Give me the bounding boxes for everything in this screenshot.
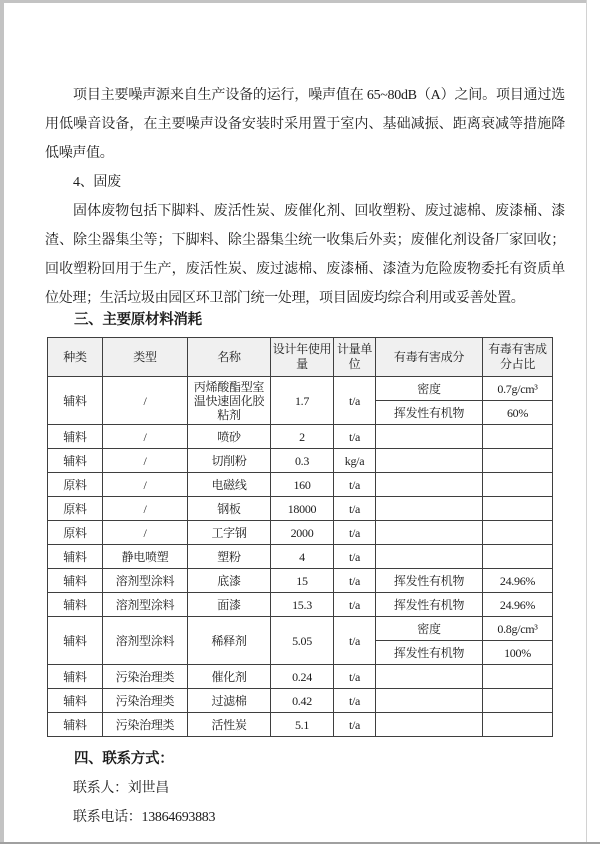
table-cell: 15 bbox=[271, 569, 334, 593]
table-cell: 面漆 bbox=[188, 593, 271, 617]
table-cell: 24.96% bbox=[483, 593, 553, 617]
table-row bbox=[48, 665, 553, 689]
materials-table-head bbox=[48, 338, 553, 377]
noise-paragraph: 项目主要噪声源来自生产设备的运行，噪声值在 65~80dB（A）之间。项目通过选用低噪音设备，在主要噪声设备安装时采用置于室内、基础减振、距离衰减等措施降低噪声值。 bbox=[45, 88, 565, 161]
table-cell: / bbox=[103, 425, 188, 449]
table-row bbox=[48, 521, 553, 545]
table-cell: t/a bbox=[334, 473, 376, 497]
table-row bbox=[48, 593, 553, 617]
table-cell: 辅料 bbox=[48, 593, 103, 617]
page-edge-left bbox=[0, 0, 4, 843]
table-cell: t/a bbox=[334, 521, 376, 545]
table-cell: 挥发性有机物 bbox=[376, 401, 483, 425]
table-cell bbox=[376, 713, 483, 737]
table-cell: 原料 bbox=[48, 497, 103, 521]
column-header: 类型 bbox=[103, 338, 188, 377]
materials-table bbox=[47, 337, 553, 737]
materials-table-body bbox=[48, 377, 553, 737]
table-row bbox=[48, 689, 553, 713]
table-cell bbox=[376, 473, 483, 497]
header-row bbox=[48, 338, 553, 377]
contact-person: 联系人：刘世昌 bbox=[73, 781, 169, 796]
table-cell bbox=[483, 665, 553, 689]
table-cell: t/a bbox=[334, 665, 376, 689]
table-cell: 过滤棉 bbox=[188, 689, 271, 713]
table-cell: 100% bbox=[483, 641, 553, 665]
table-cell: t/a bbox=[334, 377, 376, 425]
table-cell: 原料 bbox=[48, 473, 103, 497]
table-cell: 1.7 bbox=[271, 377, 334, 425]
document-page bbox=[45, 0, 565, 832]
table-row bbox=[48, 569, 553, 593]
table-cell: 丙烯酸酯型室温快速固化胶粘剂 bbox=[188, 377, 271, 425]
table-cell: / bbox=[103, 497, 188, 521]
table-cell bbox=[483, 425, 553, 449]
table-row bbox=[48, 617, 553, 641]
table-cell bbox=[483, 521, 553, 545]
page-edge-right bbox=[586, 0, 587, 842]
table-cell: 辅料 bbox=[48, 617, 103, 665]
table-row bbox=[48, 713, 553, 737]
table-cell: 辅料 bbox=[48, 689, 103, 713]
solid-waste-paragraph: 固体废物包括下脚料、废活性炭、废催化剂、回收塑粉、废过滤棉、废漆桶、漆渣、除尘器集尘等；下脚料、除尘器集尘统一收集后外卖；废催化剂设备厂家回收；回收塑粉回用于生产，废活性炭、废过滤棉、废漆桶、漆渣为危险废物委托有资质单位处理；生活垃圾由园区环卫部门统一处理，项目固废均综合利用或妥善处置。 bbox=[45, 204, 565, 306]
table-cell: 活性炭 bbox=[188, 713, 271, 737]
table-cell: 原料 bbox=[48, 521, 103, 545]
table-cell: t/a bbox=[334, 425, 376, 449]
table-cell: 挥发性有机物 bbox=[376, 641, 483, 665]
table-cell: t/a bbox=[334, 713, 376, 737]
table-cell: 5.1 bbox=[271, 713, 334, 737]
table-cell: 底漆 bbox=[188, 569, 271, 593]
materials-section-heading: 三、主要原材料消耗 bbox=[74, 312, 202, 328]
table-cell: t/a bbox=[334, 545, 376, 569]
table-cell bbox=[376, 689, 483, 713]
table-cell: / bbox=[103, 521, 188, 545]
table-cell: 160 bbox=[271, 473, 334, 497]
table-cell: 密度 bbox=[376, 617, 483, 641]
table-cell bbox=[483, 473, 553, 497]
table-cell: 辅料 bbox=[48, 665, 103, 689]
table-cell: 2000 bbox=[271, 521, 334, 545]
page-edge-bottom bbox=[0, 842, 600, 844]
table-cell: 污染治理类 bbox=[103, 689, 188, 713]
table-cell bbox=[483, 689, 553, 713]
table-cell: 0.7g/cm³ bbox=[483, 377, 553, 401]
table-cell: 24.96% bbox=[483, 569, 553, 593]
table-cell: 工字钢 bbox=[188, 521, 271, 545]
contact-phone: 联系电话：13864693883 bbox=[73, 810, 216, 825]
table-cell: 催化剂 bbox=[188, 665, 271, 689]
table-cell: 挥发性有机物 bbox=[376, 593, 483, 617]
table-cell: t/a bbox=[334, 593, 376, 617]
table-cell: 5.05 bbox=[271, 617, 334, 665]
table-cell: 0.8g/cm³ bbox=[483, 617, 553, 641]
column-header: 名称 bbox=[188, 338, 271, 377]
table-cell: 溶剂型涂料 bbox=[103, 569, 188, 593]
table-cell: / bbox=[103, 377, 188, 425]
solid-waste-heading: 4、固废 bbox=[73, 175, 121, 190]
table-cell bbox=[376, 449, 483, 473]
table-cell: 0.3 bbox=[271, 449, 334, 473]
table-cell: 挥发性有机物 bbox=[376, 569, 483, 593]
table-cell: / bbox=[103, 449, 188, 473]
table-cell: 溶剂型涂料 bbox=[103, 593, 188, 617]
table-cell: 0.42 bbox=[271, 689, 334, 713]
table-cell: 15.3 bbox=[271, 593, 334, 617]
table-row bbox=[48, 449, 553, 473]
table-cell: t/a bbox=[334, 617, 376, 665]
column-header: 种类 bbox=[48, 338, 103, 377]
table-cell bbox=[376, 521, 483, 545]
contact-section-heading: 四、联系方式： bbox=[74, 751, 174, 767]
table-cell: 18000 bbox=[271, 497, 334, 521]
table-cell: 切削粉 bbox=[188, 449, 271, 473]
column-header: 有毒有害成分 bbox=[376, 338, 483, 377]
table-cell: 辅料 bbox=[48, 545, 103, 569]
table-row bbox=[48, 497, 553, 521]
table-cell: 辅料 bbox=[48, 377, 103, 425]
table-row bbox=[48, 425, 553, 449]
table-cell bbox=[483, 545, 553, 569]
table-cell: 静电喷塑 bbox=[103, 545, 188, 569]
table-cell bbox=[376, 665, 483, 689]
table-cell bbox=[376, 425, 483, 449]
table-cell: 0.24 bbox=[271, 665, 334, 689]
column-header: 计量单位 bbox=[334, 338, 376, 377]
table-cell bbox=[483, 497, 553, 521]
table-cell: kg/a bbox=[334, 449, 376, 473]
table-row bbox=[48, 377, 553, 401]
table-row bbox=[48, 473, 553, 497]
table-cell: t/a bbox=[334, 497, 376, 521]
table-cell: 溶剂型涂料 bbox=[103, 617, 188, 665]
table-cell: 喷砂 bbox=[188, 425, 271, 449]
table-cell: 2 bbox=[271, 425, 334, 449]
table-cell: 污染治理类 bbox=[103, 713, 188, 737]
table-cell: 电磁线 bbox=[188, 473, 271, 497]
table-cell: 稀释剂 bbox=[188, 617, 271, 665]
table-cell bbox=[483, 713, 553, 737]
table-cell: 辅料 bbox=[48, 569, 103, 593]
table-cell: t/a bbox=[334, 569, 376, 593]
table-cell: 辅料 bbox=[48, 713, 103, 737]
column-header: 设计年使用量 bbox=[271, 338, 334, 377]
table-cell bbox=[376, 545, 483, 569]
table-cell: 辅料 bbox=[48, 449, 103, 473]
table-cell: 钢板 bbox=[188, 497, 271, 521]
table-cell: 60% bbox=[483, 401, 553, 425]
table-cell bbox=[376, 497, 483, 521]
table-cell: 4 bbox=[271, 545, 334, 569]
table-row bbox=[48, 545, 553, 569]
table-cell: 辅料 bbox=[48, 425, 103, 449]
table-cell: 污染治理类 bbox=[103, 665, 188, 689]
table-cell: 塑粉 bbox=[188, 545, 271, 569]
column-header: 有毒有害成分占比 bbox=[483, 338, 553, 377]
table-cell: / bbox=[103, 473, 188, 497]
table-cell bbox=[483, 449, 553, 473]
table-cell: 密度 bbox=[376, 377, 483, 401]
table-cell: t/a bbox=[334, 689, 376, 713]
